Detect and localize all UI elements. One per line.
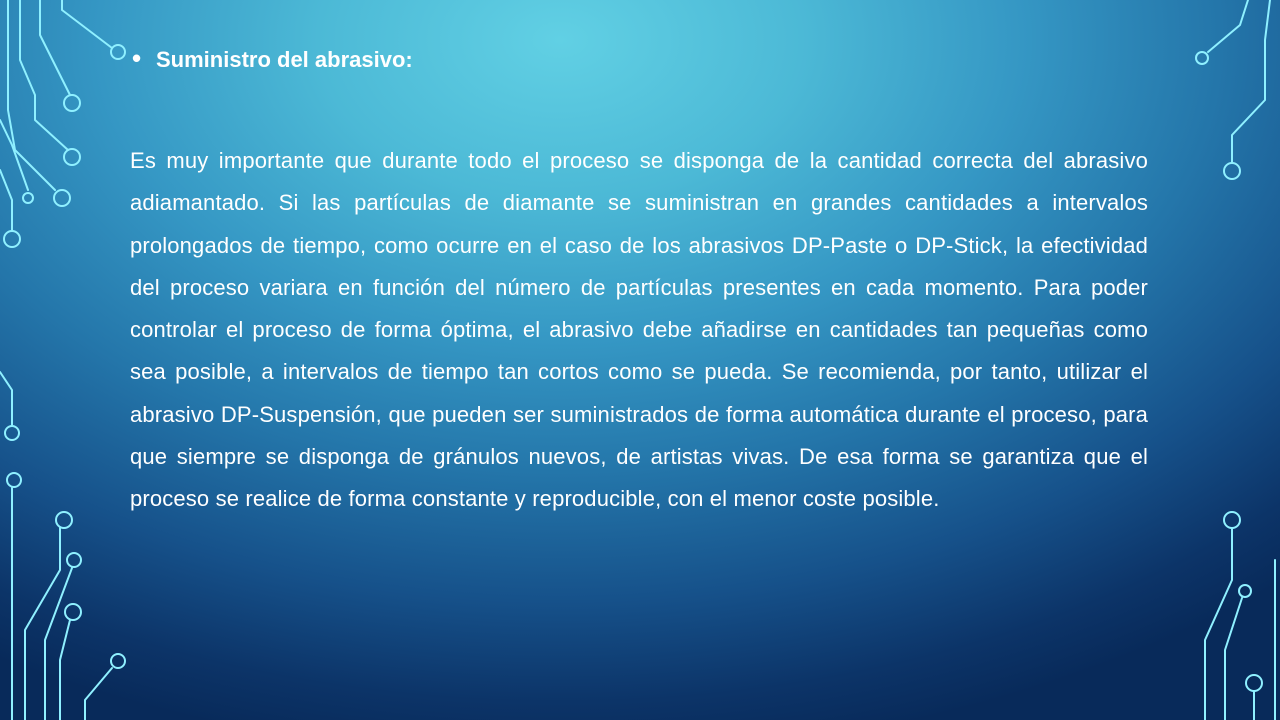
circuit-node [4,231,20,247]
circuit-line [20,0,68,150]
circuit-node [67,553,81,567]
body-paragraph: Es muy importante que durante todo el proceso se disponga de la cantidad correcta del abrasivo adiamantado. Si las partículas de diamante se suministran en grandes cantidades a intervalos prolongados de tiempo, como ocurre en el caso de los abrasivos DP-Paste o DP-Stick, la efectividad del proceso variara en función del número de partículas presentes en cada momento. Para poder controlar el proceso de forma óptima, el abrasivo debe añadirse en cantidades tan pequeñas como sea posible, a intervalos de tiempo tan cortos como se pueda. Se recomienda, por tanto, utilizar el abrasivo DP-Suspensión, que pueden ser suministrados de forma automática durante el proceso, para que siempre se disponga de gránulos nuevos, de artistas vivas. De esa forma se garantiza que el proceso se realice de forma constante y reproducible, con el menor coste posible. [130,148,1148,512]
circuit-line [85,668,112,720]
circuit-node [111,45,125,59]
circuit-line [25,528,60,720]
circuit-node [23,193,33,203]
circuit-line [0,170,12,230]
circuit-line [1208,0,1248,52]
circuit-node [1196,52,1208,64]
circuit-line [1232,0,1270,162]
circuit-line [8,0,55,190]
circuit-line [60,620,70,720]
bullet-icon: • [132,43,142,73]
bullet-heading [130,40,1148,78]
circuit-node [56,512,72,528]
circuit-line [40,0,70,95]
circuit-node [1239,585,1251,597]
circuit-node [54,190,70,206]
circuit-node [1224,512,1240,528]
circuit-node [5,426,19,440]
circuit-line [0,120,28,190]
circuit-node [7,473,21,487]
heading-text: Suministro del abrasivo: [156,47,413,72]
circuit-node [111,654,125,668]
circuit-line [45,568,72,720]
circuit-line [62,0,112,48]
circuit-node [64,149,80,165]
circuit-node [64,95,80,111]
circuit-node [65,604,81,620]
slide-content [130,40,1148,521]
circuit-line [1225,598,1242,720]
circuit-line [0,372,12,425]
circuit-line [1205,528,1232,720]
circuit-node [1246,675,1262,691]
circuit-node [1224,163,1240,179]
